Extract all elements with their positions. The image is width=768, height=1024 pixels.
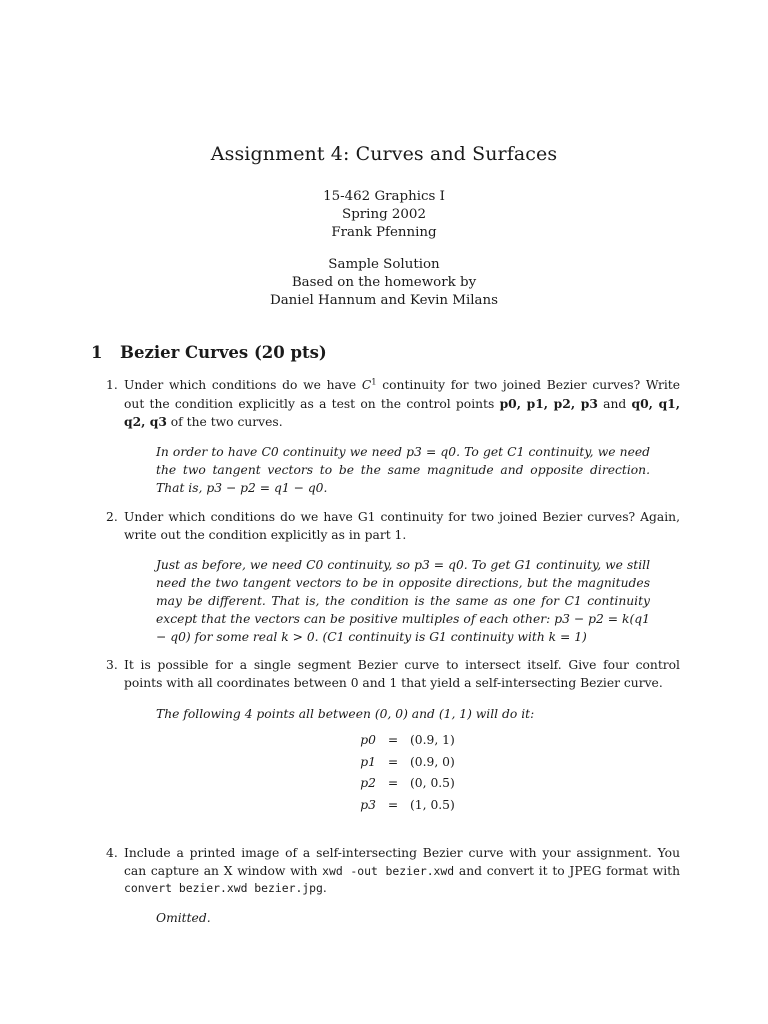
point-name: p1 xyxy=(360,754,376,769)
question-number: 4. xyxy=(106,846,118,860)
question-text-part: continuity for two joined Bezier curves? Write out the condition explicitly as a test on the control points xyxy=(124,378,680,411)
course-info xyxy=(0,188,768,242)
question-number: 1. xyxy=(106,378,118,392)
equation-row xyxy=(340,730,455,752)
question-text: It is possible for a single segment Bezier curve to intersect itself. Give four control points with all coordinates between 0 and 1 that yield a self-intersecting Bezier curve. xyxy=(124,658,680,690)
question-text-part: . xyxy=(322,881,327,895)
question-2 xyxy=(106,509,680,544)
point-value: (0, 0.5) xyxy=(410,776,455,790)
question-text-part: of the two curves. xyxy=(166,415,283,429)
control-points-q: q0, q1, q2, q3 xyxy=(124,395,681,429)
question-number: 2. xyxy=(106,510,118,524)
control-points-p: p0, p1, p2, p3 xyxy=(499,395,598,411)
point-value: (0.9, 1) xyxy=(410,733,455,747)
question-text: Under which conditions do we have $C^1$ continuity for two joined Bezier curves? Write out the condition explicitly as a test on the control points p0, p1, p2, p3 and q0, q1, q2, q3 of the two curves. xyxy=(124,376,681,429)
question-text-part: and convert it to JPEG format with xyxy=(454,863,680,878)
command-xwd: xwd -out bezier.xwd xyxy=(322,863,455,878)
solution-label: Sample Solution xyxy=(328,257,440,272)
solution-authors: Daniel Hannum and Kevin Milans xyxy=(269,293,499,308)
question-text-part: Under which conditions do we have xyxy=(124,378,362,392)
equals-sign: = xyxy=(387,797,399,812)
course-instructor: Frank Pfenning xyxy=(331,225,437,240)
point-name: p3 xyxy=(360,797,376,812)
question-text-part: and xyxy=(597,396,632,411)
question-number: 3. xyxy=(106,658,118,672)
equation-row xyxy=(340,752,455,774)
course-number: 15-462 Graphics I xyxy=(323,189,445,204)
answer-4: Omitted. xyxy=(156,911,211,925)
control-points-equations xyxy=(340,730,455,816)
question-3 xyxy=(106,657,680,692)
document-title: Assignment 4: Curves and Surfaces xyxy=(210,143,558,165)
equation-row xyxy=(340,795,455,817)
command-convert: convert bezier.xwd bezier.jpg xyxy=(124,881,323,895)
equals-sign: = xyxy=(387,776,399,790)
solution-info xyxy=(0,256,768,310)
course-term: Spring 2002 xyxy=(342,207,426,222)
question-text xyxy=(124,845,680,898)
section-number: 1 xyxy=(91,343,103,362)
point-name: p0 xyxy=(360,733,376,747)
solution-basis: Based on the homework by xyxy=(291,275,477,290)
point-value: (0.9, 0) xyxy=(410,754,455,769)
question-1 xyxy=(106,377,680,432)
answer-2: Just as before, we need C0 continuity, so p3 = q0. To get G1 continuity, we still need the two tangent vectors to be in opposite directions, but the magnitudes may be different. That is, the condition is the same as one for C1 continuity except that the vectors can be positive multiples of each other: p3 − p2 = k(q1 − q0) for some real k > 0. (C1 continuity is G1 continuity with k = 1) xyxy=(156,558,650,644)
section-title: Bezier Curves (20 pts) xyxy=(120,343,327,362)
point-value: (1, 0.5) xyxy=(410,797,455,812)
question-text-part: Include a printed image of a self-intersecting Bezier curve with your assignment. You can capture an X window with xyxy=(124,846,680,878)
section-heading xyxy=(91,343,691,362)
answer-3-intro: The following 4 points all between (0, 0) and (1, 1) will do it: xyxy=(156,707,535,721)
equals-sign: = xyxy=(387,733,399,747)
equation-row xyxy=(340,773,455,795)
point-name: p2 xyxy=(360,776,376,790)
equals-sign: = xyxy=(387,754,399,769)
question-text: Under which conditions do we have G1 continuity for two joined Bezier curves? Again, write out the condition explicitly as in part 1. xyxy=(124,510,680,542)
answer-1: In order to have C0 continuity we need p3 = q0. To get C1 continuity, we need the two tangent vectors to be the same magnitude and opposite direction. That is, p3 − p2 = q1 − q0. xyxy=(156,445,650,495)
question-4 xyxy=(106,845,680,898)
